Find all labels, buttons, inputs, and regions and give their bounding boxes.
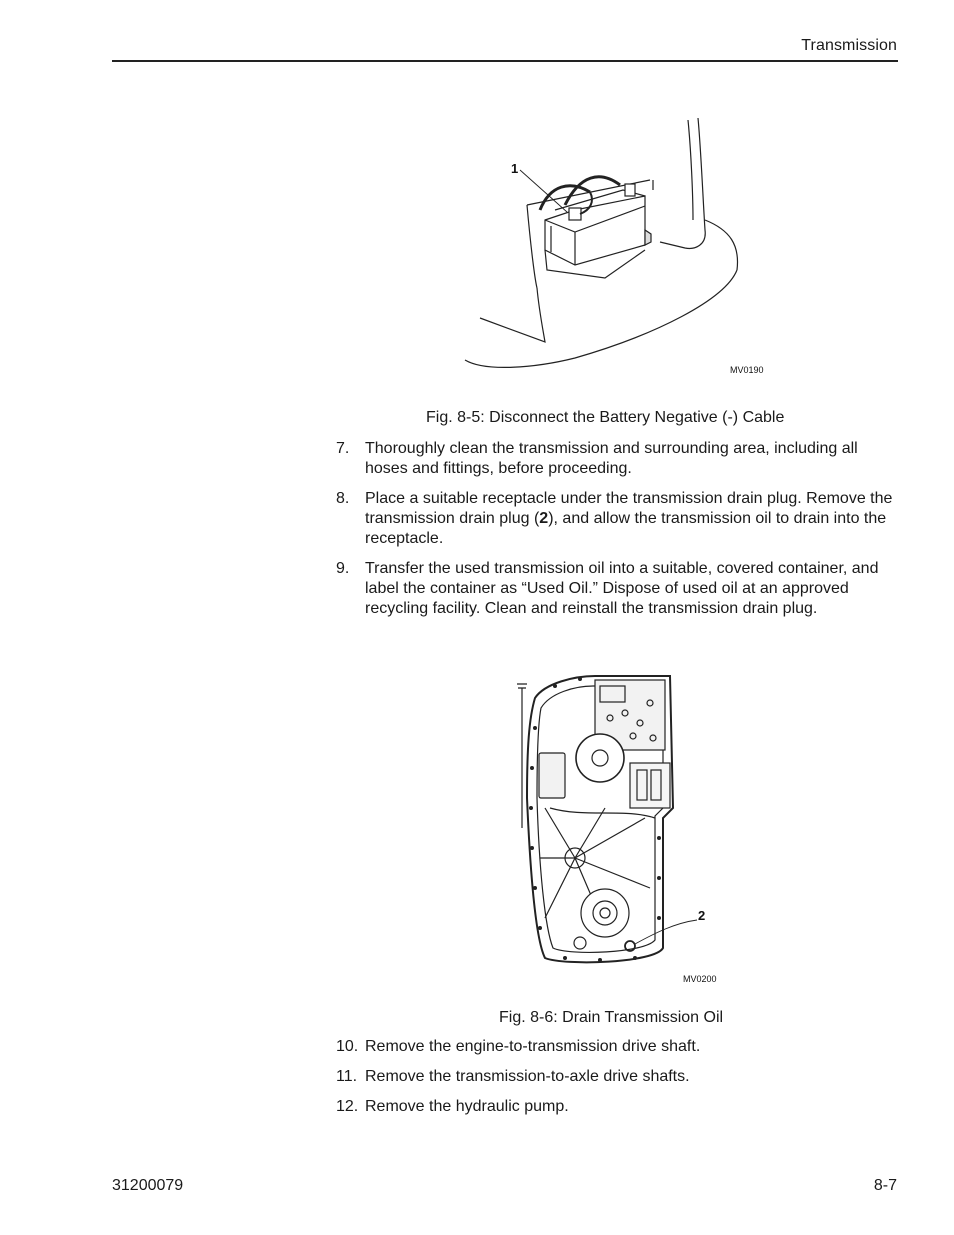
battery-figure <box>455 110 785 380</box>
step-text: Transfer the used transmission oil into a suitable, covered container, and label the container as “Used Oil.” Dispose of used oil at an approved recycling facility. Clean and reinstall the transmission drain plug. <box>365 560 879 617</box>
step-number: 7. <box>336 440 350 457</box>
callout-1: 1 <box>511 161 519 176</box>
step-number: 9. <box>336 560 350 577</box>
step-8 <box>336 489 898 549</box>
page-number: 8-7 <box>873 1177 897 1194</box>
document-number: 31200079 <box>112 1177 184 1194</box>
step-number: 8. <box>336 490 350 507</box>
step-text-before: Place a suitable receptacle under the transmission drain plug. Remove the transmission drain plug ( <box>365 490 893 527</box>
step-11 <box>336 1067 898 1087</box>
step-number: 11. <box>336 1068 358 1085</box>
step-number: 12. <box>336 1098 359 1115</box>
page-header-title: Transmission <box>801 37 897 54</box>
header-rule <box>112 60 898 62</box>
step-text-after: ), and allow the transmission oil to drain into the receptacle. <box>365 510 887 547</box>
step-10 <box>336 1037 898 1057</box>
figure-code-mv0190: MV0190 <box>730 365 764 375</box>
step-text: Remove the transmission-to-axle drive shafts. <box>365 1068 690 1085</box>
step-callout-ref: 2 <box>539 510 549 527</box>
step-text: Thoroughly clean the transmission and surrounding area, including all hoses and fittings, before proceeding. <box>365 440 858 477</box>
step-9 <box>336 559 898 619</box>
figure-caption-8-6: Fig. 8-6: Drain Transmission Oil <box>499 1009 724 1026</box>
transmission-figure <box>505 668 735 984</box>
step-text: Remove the engine-to-transmission drive shaft. <box>365 1038 701 1055</box>
step-text: Remove the hydraulic pump. <box>365 1098 569 1115</box>
figure-code-mv0200: MV0200 <box>683 974 717 984</box>
callout-2: 2 <box>698 908 706 923</box>
step-12 <box>336 1097 898 1117</box>
steps-list-b <box>336 1037 898 1127</box>
step-number: 10. <box>336 1038 359 1055</box>
figure-caption-8-5: Fig. 8-5: Disconnect the Battery Negative (-) Cable <box>426 409 785 426</box>
steps-list-a <box>336 439 898 629</box>
step-7 <box>336 439 898 479</box>
